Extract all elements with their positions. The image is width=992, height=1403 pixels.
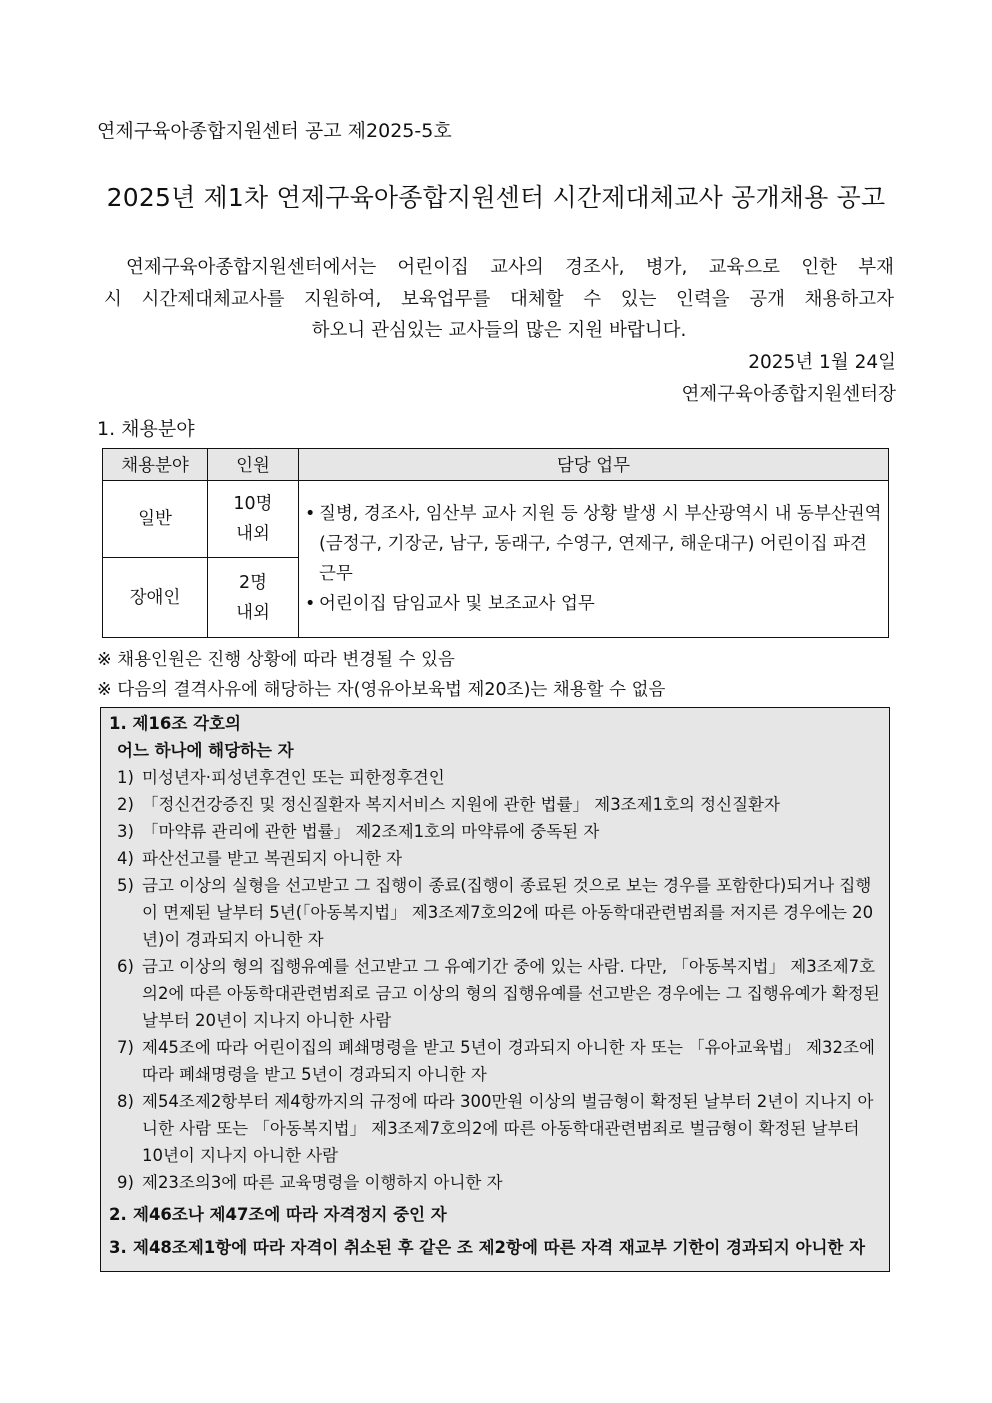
intro-paragraph bbox=[104, 252, 894, 347]
recruitment-table bbox=[102, 448, 889, 638]
duty-text: 어린이집 담임교사 및 보조교사 업무 bbox=[319, 594, 595, 614]
intro-line: 연제구육아종합지원센터에서는 어린이집 교사의 경조사, 병가, 교육으로 인한 부재 bbox=[126, 257, 894, 278]
intro-line: 하오니 관심있는 교사들의 많은 지원 바랍니다. bbox=[311, 320, 687, 341]
item-text: 「정신건강증진 및 정신질환자 복지서비스 지원에 관한 법률」 제3조제1호의 정신질환자 bbox=[142, 795, 780, 814]
item-text: 제45조에 따라 어린이집의 폐쇄명령을 받고 5년이 경과되지 아니한 자 또는 「유아교육법」 제32조에 따라 폐쇄명령을 받고 5년이 경과되지 아니한 자 bbox=[142, 1038, 875, 1084]
item-text: 제48조제1항에 따라 자격이 취소된 후 같은 조 제2항에 따른 자격 재교부 기한이 경과되지 아니한 자 bbox=[133, 1238, 866, 1257]
disqualification-item-title: 1. 제16조 각호의 bbox=[109, 714, 241, 733]
item-text: 금고 이상의 형의 집행유예를 선고받고 그 유예기간 중에 있는 사람. 다만, 「아동복지법」 제3조제7호의2에 따른 아동학대관련범죄로 금고 이상의 형의 집행유예를 선고받은 경우에는 그 집행유예가 확정된 날부터 20년이 지나지 아니한 사람 bbox=[142, 957, 880, 1030]
disqualification-item bbox=[109, 1200, 881, 1229]
list-item bbox=[109, 764, 881, 791]
count-cell bbox=[208, 558, 299, 638]
field-cell: 장애인 bbox=[103, 558, 208, 638]
list-item bbox=[109, 791, 881, 818]
bullet-icon: • bbox=[305, 594, 316, 614]
item-text: 제54조제2항부터 제4항까지의 규정에 따라 300만원 이상의 벌금형이 확정된 날부터 2년이 지나지 아니한 사람 또는 「아동복지법」 제3조제7호의2에 따른 아동학대관련범죄로 벌금형이 확정된 날부터 10년이 지나지 아니한 사람 bbox=[142, 1092, 874, 1165]
count-cell bbox=[208, 481, 299, 558]
note-line: ※ 채용인원은 진행 상황에 따라 변경될 수 있음 bbox=[97, 650, 455, 670]
item-number: 9) bbox=[117, 1173, 134, 1192]
list-item bbox=[109, 872, 881, 953]
table-row bbox=[103, 481, 889, 558]
page-title: 2025년 제1차 연제구육아종합지원센터 시간제대체교사 공개채용 공고 bbox=[106, 183, 886, 212]
item-text: 제23조의3에 따른 교육명령을 이행하지 아니한 자 bbox=[142, 1173, 503, 1192]
column-header: 담당 업무 bbox=[299, 449, 889, 481]
list-item bbox=[109, 818, 881, 845]
item-number: 7) bbox=[117, 1038, 134, 1057]
duty-cell bbox=[299, 481, 889, 638]
list-item bbox=[109, 1034, 881, 1088]
item-number: 2. bbox=[109, 1205, 127, 1224]
item-text: 미성년자·피성년후견인 또는 피한정후견인 bbox=[142, 768, 445, 787]
item-number: 5) bbox=[117, 876, 134, 895]
duty-item bbox=[305, 499, 882, 589]
section-title: 1. 채용분야 bbox=[97, 418, 195, 440]
intro-line: 시 시간제대체교사를 지원하여, 보육업무를 대체할 수 있는 인력을 공개 채용하고자 bbox=[104, 288, 894, 310]
duty-text: 질병, 경조사, 임산부 교사 지원 등 상황 발생 시 부산광역시 내 동부산권역(금정구, 기장군, 남구, 동래구, 수영구, 연제구, 해운대구) 어린이집 파견근무 bbox=[319, 504, 882, 584]
item-number: 8) bbox=[117, 1092, 134, 1111]
column-header: 채용분야 bbox=[103, 449, 208, 481]
item-text: 「마약류 관리에 관한 법률」 제2조제1호의 마약류에 중독된 자 bbox=[142, 822, 600, 841]
item-number: 1) bbox=[117, 768, 134, 787]
list-item bbox=[109, 1088, 881, 1169]
item-number: 3) bbox=[117, 822, 134, 841]
item-text: 금고 이상의 실형을 선고받고 그 집행이 종료(집행이 종료된 것으로 보는 경우를 포함한다)되거나 집행이 면제된 날부터 5년(「아동복지법」 제3조제7호의2에 따른 아동학대관련범죄를 저지른 경우에는 20년)이 경과되지 아니한 자 bbox=[142, 876, 874, 949]
item-number: 6) bbox=[117, 957, 134, 976]
signer: 연제구육아종합지원센터장 bbox=[681, 384, 896, 405]
notice-date: 2025년 1월 24일 bbox=[748, 352, 896, 373]
count-suffix: 내외 bbox=[236, 524, 270, 544]
note-line: ※ 다음의 결격사유에 해당하는 자(영유아보육법 제20조)는 채용할 수 없음 bbox=[97, 680, 666, 700]
column-header: 인원 bbox=[208, 449, 299, 481]
bullet-icon: • bbox=[305, 504, 316, 524]
item-number: 3. bbox=[109, 1238, 127, 1257]
list-item bbox=[109, 953, 881, 1034]
count-value: 10명 bbox=[233, 494, 273, 514]
count-suffix: 내외 bbox=[236, 602, 270, 623]
item-text: 파산선고를 받고 복권되지 아니한 자 bbox=[142, 849, 403, 868]
count-value: 2명 bbox=[238, 572, 268, 593]
notice-number: 연제구육아종합지원센터 공고 제2025-5호 bbox=[97, 120, 452, 142]
field-cell: 일반 bbox=[103, 481, 208, 558]
notes bbox=[97, 645, 665, 705]
list-item bbox=[109, 1169, 881, 1196]
item-number: 4) bbox=[117, 849, 134, 868]
item-text: 제46조나 제47조에 따라 자격정지 중인 자 bbox=[133, 1205, 447, 1224]
item-number: 2) bbox=[117, 795, 134, 814]
disqualification-box bbox=[100, 707, 890, 1272]
table-header-row bbox=[103, 449, 889, 481]
disqualification-item-subtitle: 어느 하나에 해당하는 자 bbox=[117, 741, 294, 760]
disqualification-item bbox=[109, 1233, 881, 1262]
duty-item bbox=[305, 589, 882, 619]
list-item bbox=[109, 845, 881, 872]
